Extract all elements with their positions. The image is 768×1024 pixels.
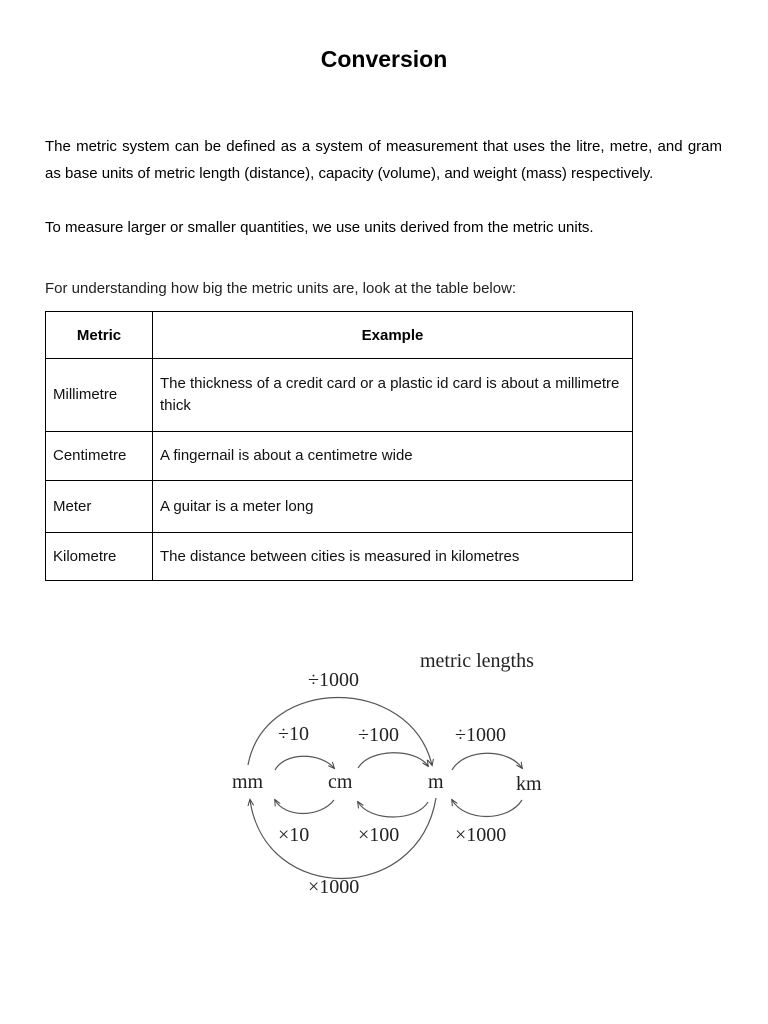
unit-mm: mm xyxy=(232,771,264,793)
metric-units-table xyxy=(45,311,633,581)
multiply-arrow-m-cm xyxy=(358,802,428,817)
example-column-header: Example xyxy=(153,312,633,359)
table-intro-text: For understanding how big the metric units are, look at the table below: xyxy=(45,280,517,297)
metric-cell: Millimetre xyxy=(46,359,153,432)
intro-paragraph: The metric system can be defined as a system of measurement that uses the litre, metre, and gram as base units of metric length (distance), capacity (volume), and weight (mass) respectively. xyxy=(45,138,722,182)
table-header-row xyxy=(46,312,633,359)
multiply-label-cm-mm: ×10 xyxy=(278,824,310,846)
metric-cell: Centimetre xyxy=(46,432,153,481)
divide-arrow-mm-cm xyxy=(275,756,334,770)
divide-label-m-km: ÷1000 xyxy=(455,724,506,746)
metric-column-header: Metric xyxy=(46,312,153,359)
multiply-label-km-m: ×1000 xyxy=(455,824,507,846)
multiply-arrow-cm-mm xyxy=(275,800,334,814)
table-row xyxy=(46,359,633,432)
unit-m: m xyxy=(428,771,444,793)
table-row xyxy=(46,533,633,581)
multiply-arrow-km-m xyxy=(452,800,522,817)
divide-arrow-m-km xyxy=(452,753,522,770)
derived-units-paragraph: To measure larger or smaller quantities, we use units derived from the metric units. xyxy=(45,219,594,236)
table-row xyxy=(46,432,633,481)
unit-cm: cm xyxy=(328,771,353,793)
divide-arrow-cm-m xyxy=(358,753,428,768)
unit-km: km xyxy=(516,773,542,795)
metric-cell: Meter xyxy=(46,481,153,533)
multiply-label-m-cm: ×100 xyxy=(358,824,400,846)
example-cell: The thickness of a credit card or a plastic id card is about a millimetre thick xyxy=(153,359,633,432)
example-cell: A guitar is a meter long xyxy=(153,481,633,533)
outer-divide-arrow xyxy=(248,698,432,766)
metric-cell: Kilometre xyxy=(46,533,153,581)
table-row xyxy=(46,481,633,533)
diagram-title: metric lengths xyxy=(420,650,534,672)
divide-label-cm-m: ÷100 xyxy=(358,724,399,746)
example-cell: A fingernail is about a centimetre wide xyxy=(153,432,633,481)
outer-multiply-label: ×1000 xyxy=(308,876,360,898)
outer-divide-label: ÷1000 xyxy=(308,669,359,691)
page-title: Conversion xyxy=(320,46,448,72)
metric-lengths-diagram xyxy=(220,640,560,905)
example-cell: The distance between cities is measured in kilometres xyxy=(153,533,633,581)
divide-label-mm-cm: ÷10 xyxy=(278,723,309,745)
